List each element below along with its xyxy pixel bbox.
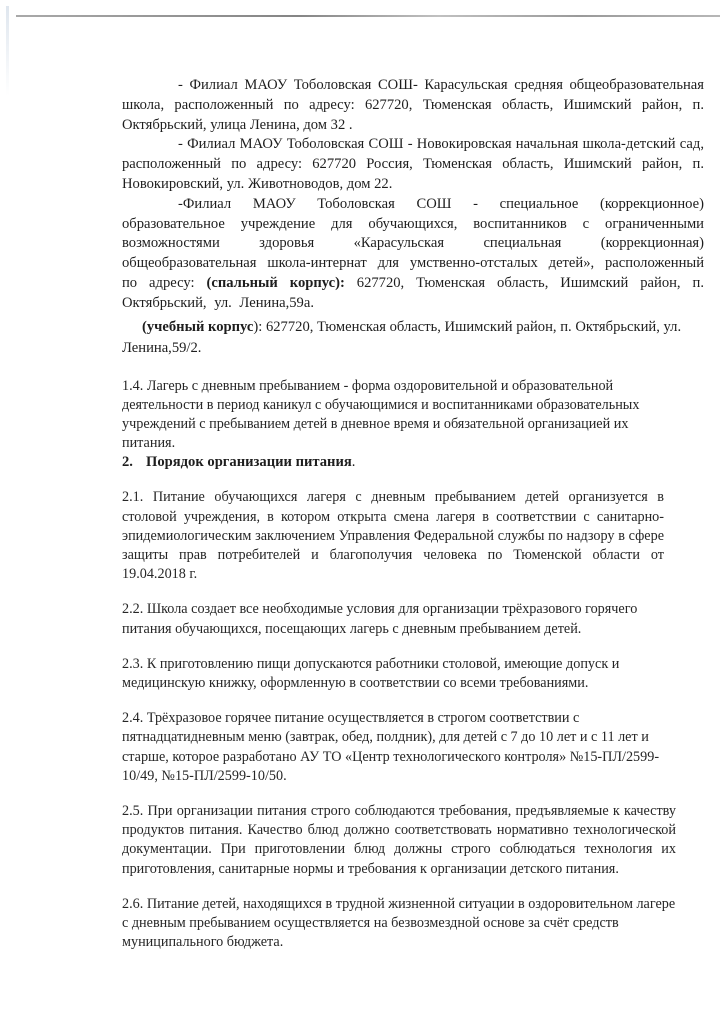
branches-list (122, 76, 704, 359)
clause-2-5: 2.5. При организации питания строго соблюдаются требования, предъявляемые к качеству продуктов питания. Качество блюд должно соответствовать нормативно технологической документации. При приготовлении блюд должны строго соблюдаться технология их приготовления, санитарные нормы и требования к организации детского питания. (122, 803, 676, 877)
document-page (122, 76, 704, 952)
dormitory-address: 627720, Тюменская область, Ишимский район, п. Октябрьский, ул. Ленина,59а. (122, 274, 704, 311)
spacer (122, 639, 704, 655)
branch-special-boarding-school (122, 195, 704, 314)
study-building-label: (учебный корпус (142, 318, 254, 335)
branch-karasul-school: - Филиал МАОУ Тоболовская СОШ- Карасульская средняя общеобразовательная школа, расположенный по адресу: 627720, Тюменская область, Ишимский район, п. Октябрьский, улица Ленина, дом 32 . (122, 77, 704, 133)
clause-2-2: 2.2. Школа создает все необходимые условия для организации трёхразового горячего питания обучающихся, посещающих лагерь с дневным пребыванием детей. (122, 601, 638, 637)
spacer (122, 693, 704, 709)
clause-2-6: 2.6. Питание детей, находящихся в трудной жизненной ситуации в оздоровительном лагере с дневным пребыванием осуществляется на безвозмездной основе за счёт средств муниципального бюджета. (122, 895, 676, 951)
spacer (122, 472, 704, 488)
spacer (122, 359, 704, 377)
spacer (122, 786, 704, 802)
clause-2-3: 2.3. К приготовлению пищи допускаются работники столовой, имеющие допуск и медицинскую книжку, оформленную в соответствии со всеми требованиями. (122, 655, 620, 691)
spacer (122, 879, 704, 895)
scan-edge-line (16, 15, 720, 17)
dormitory-label: (спальный корпус): (206, 274, 345, 291)
clause-1-4: 1.4. Лагерь с дневным пребыванием - форма оздоровительной и образовательной деятельности в период каникул с обучающимися и воспитанниками образовательных учреждений с пребыванием детей в дневное время и обязательной организацией их питания. (122, 377, 640, 452)
clause-2-1: 2.1. Питание обучающихся лагеря с дневным пребыванием детей организуется в столовой учреждения, в котором открыта смена лагеря в соответствии с санитарно-эпидемиологическим заключением Управления Федеральной службы по надзору в сфере защиты прав потребителей и благополучия человека по Тюменской области от 19.04.2018 г. (122, 489, 664, 583)
study-building-address: ): 627720, Тюменская область, Ишимский район, п. Октябрьский, ул. Ленина,59/2. (122, 318, 682, 356)
branch-special-text: -Филиал МАОУ Тоболовская СОШ - специальное (коррекционное) образовательное учреждение для обучающихся, воспитанников с ограниченными возможностями здоровья «Карасульская специальная (коррекционная) общеобразовательная школа-интернат для умственно-отсталых детей», расположенный по адресу: (122, 195, 704, 291)
section-2-heading (122, 453, 704, 472)
clause-2-4: 2.4. Трёхразовое горячее питание осуществляется в строгом соответствии с пятнадцатидневным меню (завтрак, обед, полдник), для детей с 7 до 10 лет и с 11 лет и старше, которое разработано АУ ТО «Центр технологического контроля» №15-ПЛ/2599-10/49, №15-ПЛ/2599-10/50. (122, 710, 660, 784)
spacer (122, 584, 704, 600)
section-2-title-end: . (351, 454, 356, 471)
section-2-number: 2. (122, 454, 133, 471)
section-2-title: Порядок организации питания (146, 454, 352, 471)
branch-study-building (122, 317, 704, 359)
section-1-4 (122, 377, 704, 953)
scan-edge-shadow (6, 6, 9, 96)
branch-novokirovskaya-school: - Филиал МАОУ Тоболовская СОШ - Новокировская начальная школа-детский сад, расположенный по адресу: 627720 Россия, Тюменская область, Ишимский район, п. Новокировский, ул. Животноводов, дом 22. (122, 136, 704, 192)
